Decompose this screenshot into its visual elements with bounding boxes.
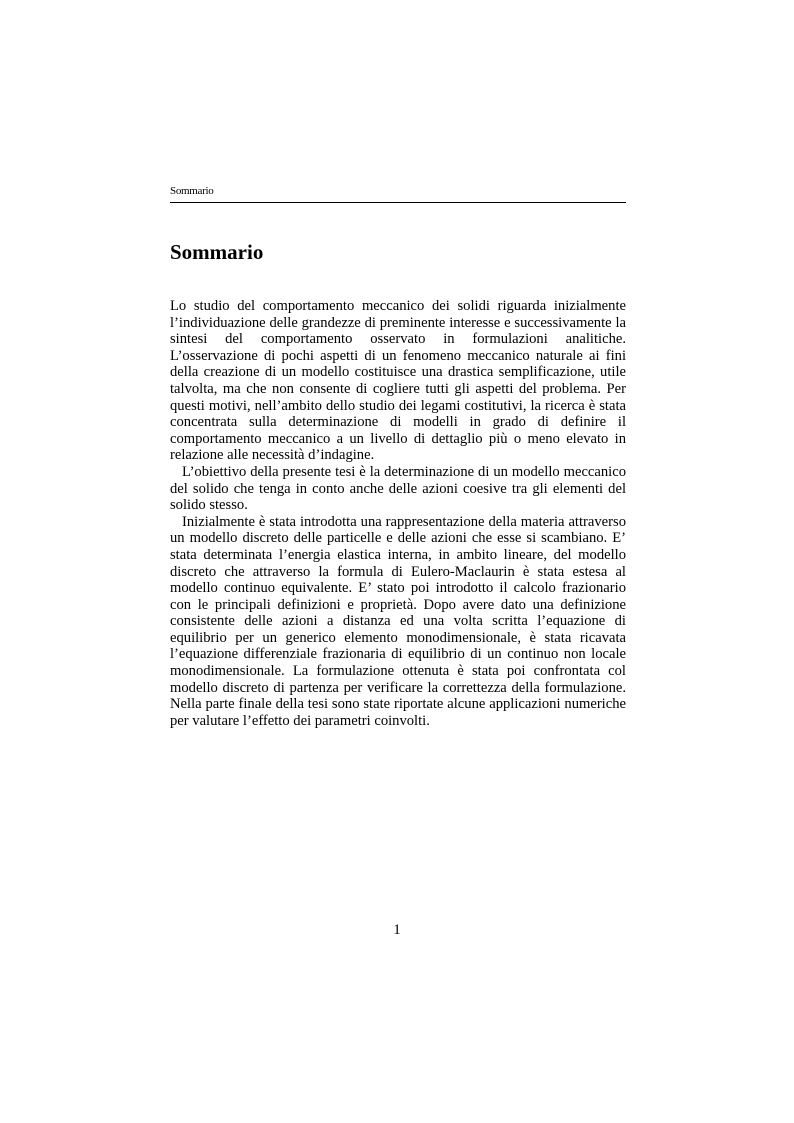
header-rule [170,202,626,203]
body-text [170,298,626,729]
page-number: 1 [393,922,401,938]
paragraph: Inizialmente è stata introdotta una rappresentazione della materia attraverso un modello discreto delle particelle e delle azioni che esse si scambiano. E’ stata determinata l’energia elastica interna, in ambito lineare, del modello discreto che attraverso la formula di Eulero-Maclaurin è stata estesa al modello continuo equivalente. E’ stato poi introdotto il calcolo frazionario con le principali definizioni e proprietà. Dopo avere dato una definizione consistente delle azioni a distanza ed una volta scritta l’equazione di equilibrio per un generico elemento monodimensionale, è stata ricavata l’equazione differenziale frazionaria di equilibrio di un continuo non locale monodimensionale. La formulazione ottenuta è stata poi confrontata col modello discreto di partenza per verificare la correttezza della formulazione. Nella parte finale della tesi sono state riportate alcune applicazioni numeriche per valutare l’effetto dei parametri coinvolti. [170,513,626,729]
paragraph: Lo studio del comportamento meccanico dei solidi riguarda inizialmente l’individuazione delle grandezze di preminente interesse e successivamente la sintesi del comportamento osservato in formulazioni analitiche. L’osservazione di pochi aspetti di un fenomeno meccanico naturale ai fini della creazione di un modello costituisce una drastica semplificazione, utile talvolta, ma che non consente di cogliere tutti gli aspetti del problema. Per questi motivi, nell’ambito dello studio dei legami costitutivi, la ricerca è stata concentrata sulla determinazione di modelli in grado di definire il comportamento meccanico a un livello di dettaglio più o meno elevato in relazione alle necessità d’indagine. [170,298,626,464]
running-header: Sommario [170,185,214,197]
page-title: Sommario [170,240,264,264]
paragraph: L’obiettivo della presente tesi è la determinazione di un modello meccanico del solido che tenga in conto anche delle azioni coesive tra gli elementi del solido stesso. [170,463,626,514]
